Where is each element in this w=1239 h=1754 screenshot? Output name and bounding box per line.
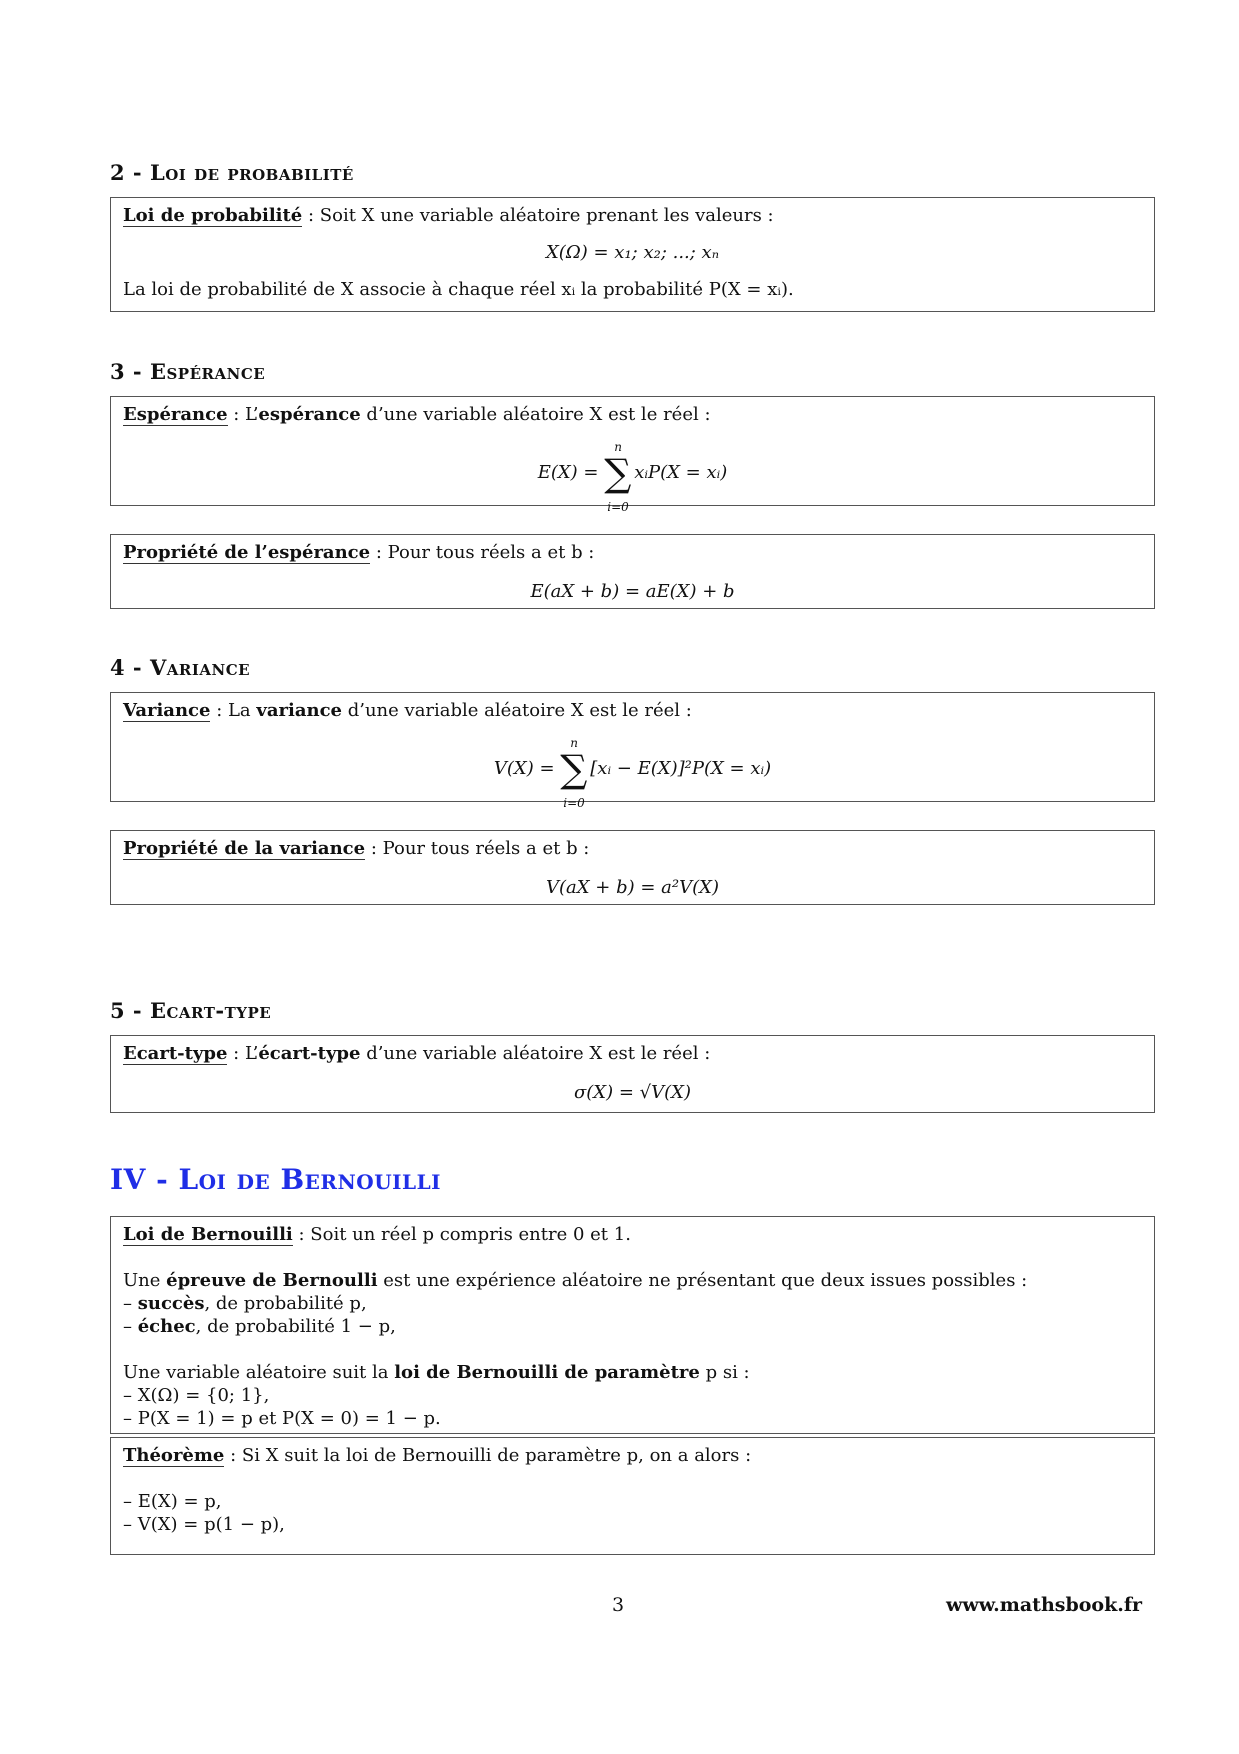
term-variance: Variance — [123, 700, 211, 721]
definition-box-loi-probabilite — [110, 197, 1155, 312]
list-item-echec — [123, 1315, 1142, 1338]
sum-lower-bound: i=0 — [607, 500, 629, 514]
website-link[interactable]: www.mathsbook.fr — [946, 1594, 1143, 1616]
property-text: : Pour tous réels a et b : — [365, 838, 590, 859]
section-title-esperance: 3 - Espérance — [110, 359, 266, 384]
definition-intro: : Soit X une variable aléatoire prenant les valeurs : — [302, 205, 774, 226]
formula-propriete-variance: V(aX + b) = a²V(X) — [546, 877, 719, 898]
property-box-variance — [110, 830, 1155, 905]
property-box-esperance — [110, 534, 1155, 609]
formula-lhs: V(X) = — [493, 758, 561, 779]
sum-upper-bound: n — [570, 736, 579, 750]
formula-rhs: [xᵢ − E(X)]²P(X = xᵢ) — [590, 758, 772, 779]
term-theoreme: Théorème — [123, 1445, 225, 1466]
term-loi-bernouilli: Loi de Bernouilli — [123, 1224, 293, 1245]
paragraph-text: est une expérience aléatoire ne présentant que deux issues possibles : — [377, 1270, 1028, 1291]
section-title-loi-probabilite: 2 - Loi de probabilité — [110, 160, 354, 185]
formula-ecart-type: σ(X) = √V(X) — [574, 1082, 691, 1103]
formula-rhs: xᵢP(X = xᵢ) — [634, 462, 728, 483]
definition-conclusion: La loi de probabilité de X associe à chaque réel xᵢ la probabilité P(X = xᵢ). — [123, 279, 794, 300]
definition-text: : La — [210, 700, 257, 721]
formula-propriete-esperance: E(aX + b) = aE(X) + b — [530, 581, 735, 602]
page-number: 3 — [612, 1594, 625, 1616]
list-text: , de probabilité 1 − p, — [195, 1316, 396, 1337]
list-bold: échec — [137, 1316, 196, 1337]
list-item-esperance: – E(X) = p, — [123, 1491, 222, 1512]
list-item-condition-1: – X(Ω) = {0; 1}, — [123, 1385, 270, 1406]
chapter-title-bernouilli: IV - Loi de Bernouilli — [110, 1163, 441, 1196]
list-item-succes — [123, 1292, 1142, 1315]
sum-symbol: n ∑ i=0 — [604, 448, 634, 498]
definition-intro: : Soit un réel p compris entre 0 et 1. — [292, 1224, 631, 1245]
term-loi-probabilite: Loi de probabilité — [123, 205, 303, 226]
section-title-variance: 4 - Variance — [110, 655, 251, 680]
definition-box-ecart-type — [110, 1035, 1155, 1113]
definition-bold: espérance — [258, 404, 361, 425]
term-propriete-esperance: Propriété de l’espérance — [123, 542, 371, 563]
definition-box-esperance — [110, 396, 1155, 514]
list-item-variance: – V(X) = p(1 − p), — [123, 1514, 285, 1535]
paragraph-bold: épreuve de Bernoulli — [166, 1270, 378, 1291]
sum-upper-bound: n — [614, 440, 622, 454]
list-dash: – — [123, 1316, 138, 1337]
list-dash: – — [123, 1293, 138, 1314]
definition-text: : L’ — [227, 1043, 259, 1064]
definition-bold: écart-type — [258, 1043, 361, 1064]
formula-lhs: E(X) = — [537, 462, 605, 483]
list-bold: succès — [137, 1293, 205, 1314]
list-item-condition-2: – P(X = 1) = p et P(X = 0) = 1 − p. — [123, 1408, 441, 1429]
theorem-box-bernouilli — [110, 1437, 1155, 1555]
paragraph-bold: loi de Bernouilli de paramètre — [394, 1362, 700, 1383]
section-title-ecart-type: 5 - Ecart-type — [110, 998, 272, 1023]
sum-symbol: n ∑ i=0 — [560, 744, 590, 794]
definition-text: : L’ — [227, 404, 259, 425]
paragraph-text: Une — [123, 1270, 167, 1291]
paragraph-text: Une variable aléatoire suit la — [123, 1362, 395, 1383]
epreuve-paragraph — [123, 1269, 1142, 1292]
sum-lower-bound: i=0 — [563, 796, 585, 810]
definition-text: d’une variable aléatoire X est le réel : — [342, 700, 692, 721]
theorem-text: : Si X suit la loi de Bernouilli de paramètre p, on a alors : — [224, 1445, 752, 1466]
suit-paragraph — [123, 1361, 1142, 1384]
property-text: : Pour tous réels a et b : — [370, 542, 595, 563]
definition-box-variance — [110, 692, 1155, 810]
definition-box-bernouilli — [110, 1216, 1155, 1434]
formula-univers: X(Ω) = x₁; x₂; ...; xₙ — [545, 242, 719, 263]
definition-text: d’une variable aléatoire X est le réel : — [360, 404, 711, 425]
definition-text: d’une variable aléatoire X est le réel : — [360, 1043, 711, 1064]
paragraph-text: p si : — [699, 1362, 750, 1383]
term-propriete-variance: Propriété de la variance — [123, 838, 366, 859]
list-text: , de probabilité p, — [204, 1293, 367, 1314]
formula-esperance — [123, 440, 1142, 514]
definition-bold: variance — [256, 700, 342, 721]
term-ecart-type: Ecart-type — [123, 1043, 228, 1064]
term-esperance: Espérance — [123, 404, 228, 425]
formula-variance — [123, 736, 1142, 810]
